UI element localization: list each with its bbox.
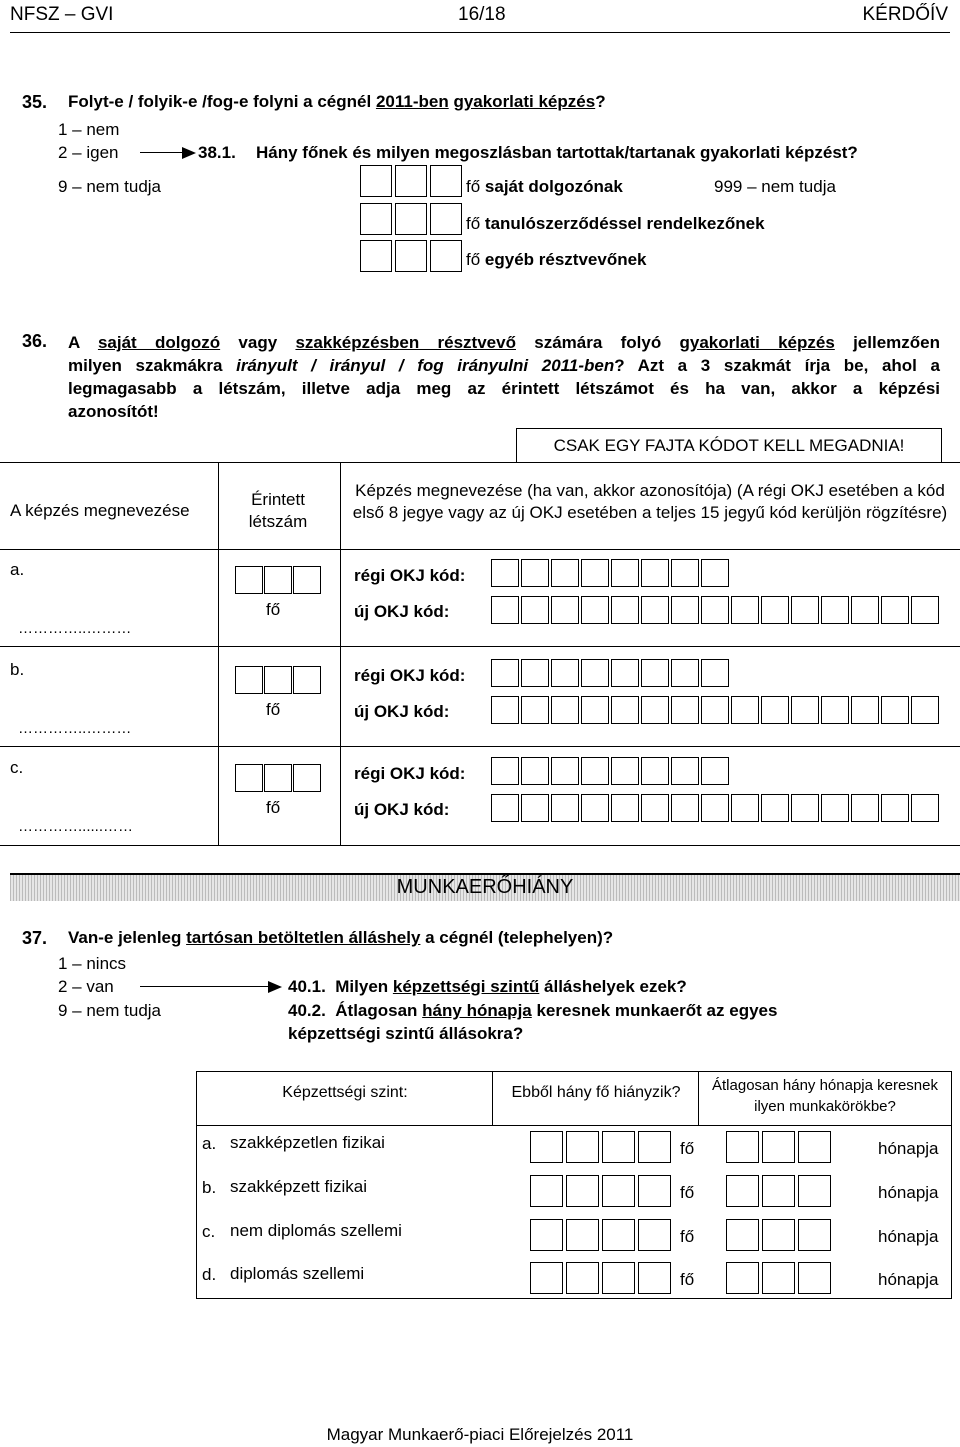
footer: Magyar Munkaerő-piaci Előrejelzés 2011: [326, 1425, 634, 1444]
new-code-box[interactable]: [701, 794, 729, 822]
old-code-box[interactable]: [551, 659, 579, 687]
old-code-box[interactable]: [641, 659, 669, 687]
q40-2-cont: képzettségi szintű állásokra?: [288, 1024, 524, 1043]
old-code-box[interactable]: [521, 659, 549, 687]
missing-box[interactable]: [638, 1262, 671, 1294]
months-unit: hónapja: [878, 1270, 939, 1289]
level-letter: c.: [202, 1222, 216, 1241]
row-dots: …………......……: [18, 818, 134, 835]
months-box[interactable]: [798, 1219, 831, 1251]
old-code-label: régi OKJ kód:: [354, 566, 466, 585]
digit-box[interactable]: [235, 566, 263, 594]
digit-box[interactable]: [293, 666, 321, 694]
new-code-box[interactable]: [671, 696, 699, 724]
q37-option-1[interactable]: 1 – nincs: [58, 954, 127, 973]
level-letter: b.: [202, 1178, 217, 1197]
old-code-label: régi OKJ kód:: [354, 764, 466, 783]
new-code-box[interactable]: [641, 794, 669, 822]
old-code-box[interactable]: [551, 559, 579, 587]
months-box[interactable]: [762, 1131, 795, 1163]
old-code-box[interactable]: [491, 757, 519, 785]
missing-box[interactable]: [602, 1131, 635, 1163]
header-left: NFSZ – GVI: [10, 4, 114, 25]
months-unit: hónapja: [878, 1227, 939, 1246]
new-code-box[interactable]: [701, 696, 729, 724]
section-banner: [10, 873, 960, 901]
new-code-label: új OKJ kód:: [354, 702, 450, 721]
q37-option-9[interactable]: 9 – nem tudja: [58, 1001, 162, 1020]
q38-row2: fő tanulószerződéssel rendelkezőnek: [466, 214, 765, 233]
new-code-box[interactable]: [821, 696, 849, 724]
months-box[interactable]: [798, 1175, 831, 1207]
new-code-box[interactable]: [581, 696, 609, 724]
q38-nem-tudja[interactable]: 999 – nem tudja: [714, 177, 836, 196]
months-box[interactable]: [798, 1262, 831, 1294]
new-code-box[interactable]: [671, 794, 699, 822]
missing-box[interactable]: [530, 1131, 563, 1163]
old-code-box[interactable]: [551, 757, 579, 785]
row-dots: …………..………: [18, 720, 132, 737]
months-box[interactable]: [798, 1131, 831, 1163]
new-code-box[interactable]: [551, 696, 579, 724]
old-code-box[interactable]: [641, 559, 669, 587]
digit-box[interactable]: [293, 566, 321, 594]
digit-box[interactable]: [395, 203, 427, 235]
q35-number: 35.: [22, 92, 48, 112]
missing-unit: fő: [680, 1227, 695, 1246]
q38-1-question: Hány főnek és milyen megoszlásban tartottak/tartanak gyakorlati képzést?: [256, 143, 858, 162]
missing-box[interactable]: [602, 1262, 635, 1294]
section-title: MUNKAERŐHIÁNY: [396, 876, 574, 898]
digit-box[interactable]: [430, 240, 462, 272]
old-code-box[interactable]: [611, 559, 639, 587]
digit-box[interactable]: [360, 165, 392, 197]
level-label: nem diplomás szellemi: [230, 1221, 402, 1240]
q35-option-9[interactable]: 9 – nem tudja: [58, 177, 162, 196]
level-label: szakképzetlen fizikai: [230, 1133, 385, 1152]
months-box[interactable]: [726, 1131, 759, 1163]
new-code-box[interactable]: [641, 696, 669, 724]
col-training-name: A képzés megnevezése: [10, 501, 190, 520]
level-letter: d.: [202, 1265, 217, 1284]
new-code-box[interactable]: [911, 794, 939, 822]
new-code-box[interactable]: [641, 596, 669, 624]
new-code-box[interactable]: [521, 696, 549, 724]
old-code-box[interactable]: [581, 559, 609, 587]
q37-arrow-icon: [268, 981, 282, 993]
new-code-box[interactable]: [821, 794, 849, 822]
notice-text: CSAK EGY FAJTA KÓDOT KELL MEGADNIA!: [553, 436, 905, 455]
header-page: 16/18: [458, 4, 506, 25]
new-code-box[interactable]: [761, 696, 789, 724]
missing-unit: fő: [680, 1183, 695, 1202]
new-code-box[interactable]: [671, 596, 699, 624]
months-unit: hónapja: [878, 1139, 939, 1158]
new-code-box[interactable]: [731, 794, 759, 822]
old-code-box[interactable]: [491, 559, 519, 587]
new-code-box[interactable]: [791, 794, 819, 822]
col-level: Képzettségi szint:: [282, 1084, 408, 1101]
digit-box[interactable]: [235, 764, 263, 792]
months-box[interactable]: [726, 1262, 759, 1294]
months-box[interactable]: [726, 1219, 759, 1251]
new-code-box[interactable]: [611, 596, 639, 624]
row-dots: …………..………: [18, 620, 132, 637]
months-box[interactable]: [762, 1262, 795, 1294]
months-box[interactable]: [762, 1219, 795, 1251]
new-code-box[interactable]: [851, 696, 879, 724]
digit-box[interactable]: [264, 566, 292, 594]
new-code-box[interactable]: [731, 596, 759, 624]
digit-box[interactable]: [395, 165, 427, 197]
missing-box[interactable]: [566, 1175, 599, 1207]
new-code-label: új OKJ kód:: [354, 800, 450, 819]
old-code-box[interactable]: [671, 757, 699, 785]
old-code-box[interactable]: [701, 559, 729, 587]
new-code-box[interactable]: [491, 794, 519, 822]
digit-box[interactable]: [395, 240, 427, 272]
missing-box[interactable]: [602, 1219, 635, 1251]
new-code-box[interactable]: [821, 596, 849, 624]
old-code-box[interactable]: [671, 659, 699, 687]
new-code-box[interactable]: [701, 596, 729, 624]
old-code-box[interactable]: [701, 659, 729, 687]
digit-box[interactable]: [360, 240, 392, 272]
new-code-box[interactable]: [911, 696, 939, 724]
new-code-box[interactable]: [761, 596, 789, 624]
months-unit: hónapja: [878, 1183, 939, 1202]
header-rule: [10, 32, 950, 33]
missing-box[interactable]: [530, 1175, 563, 1207]
new-code-box[interactable]: [611, 794, 639, 822]
new-code-box[interactable]: [881, 696, 909, 724]
col-code: Képzés megnevezése (ha van, akkor azonosítója) (A régi OKJ esetében a kód első 8 jegye vagy az új OKJ esetében a teljes 15 jegyű kód kerüljön rögzítésre): [352, 481, 948, 522]
digit-box[interactable]: [264, 666, 292, 694]
new-code-box[interactable]: [851, 794, 879, 822]
level-label: szakképzett fizikai: [230, 1177, 367, 1196]
new-code-box[interactable]: [581, 794, 609, 822]
notice-box: [516, 428, 942, 463]
q35-option-2[interactable]: 2 – igen: [58, 143, 119, 162]
digit-box[interactable]: [360, 203, 392, 235]
new-code-box[interactable]: [881, 596, 909, 624]
digit-box[interactable]: [235, 666, 263, 694]
new-code-box[interactable]: [491, 696, 519, 724]
new-code-box[interactable]: [551, 794, 579, 822]
old-code-label: régi OKJ kód:: [354, 666, 466, 685]
missing-box[interactable]: [638, 1131, 671, 1163]
new-code-box[interactable]: [611, 696, 639, 724]
new-code-box[interactable]: [791, 696, 819, 724]
q37-arrow-line: [140, 986, 270, 987]
row-letter: c.: [10, 758, 24, 777]
header-right: KÉRDŐÍV: [862, 4, 948, 25]
missing-box[interactable]: [638, 1219, 671, 1251]
months-box[interactable]: [726, 1175, 759, 1207]
old-code-box[interactable]: [671, 559, 699, 587]
missing-box[interactable]: [638, 1175, 671, 1207]
old-code-box[interactable]: [581, 757, 609, 785]
q38-row3: fő egyéb résztvevőnek: [466, 250, 647, 269]
row-unit: fő: [266, 600, 281, 619]
old-code-box[interactable]: [491, 659, 519, 687]
missing-box[interactable]: [566, 1262, 599, 1294]
row-letter: b.: [10, 660, 25, 679]
q38-row1: fő saját dolgozónak: [466, 177, 623, 196]
new-code-box[interactable]: [791, 596, 819, 624]
old-code-box[interactable]: [641, 757, 669, 785]
missing-box[interactable]: [566, 1131, 599, 1163]
level-label: diplomás szellemi: [230, 1264, 365, 1283]
missing-box[interactable]: [530, 1219, 563, 1251]
new-code-box[interactable]: [491, 596, 519, 624]
col-missing: Ebből hány fő hiányzik?: [511, 1084, 681, 1101]
old-code-box[interactable]: [521, 757, 549, 785]
new-code-box[interactable]: [581, 596, 609, 624]
q37-number: 37.: [22, 928, 48, 948]
new-code-box[interactable]: [731, 696, 759, 724]
missing-box[interactable]: [530, 1262, 563, 1294]
new-code-box[interactable]: [851, 596, 879, 624]
digit-box[interactable]: [293, 764, 321, 792]
new-code-box[interactable]: [911, 596, 939, 624]
old-code-box[interactable]: [611, 659, 639, 687]
old-code-box[interactable]: [521, 559, 549, 587]
q36-question: A saját dolgozó vagy szakképzésben résztvevő számára folyó gyakorlati képzés jellemzően milyen szakmákra irányult / irányul / fog irányulni 2011-ben? Azt a 3 szakmát írja be, ahol a legmagasabb a létszám, illetve adja meg az érintett létszámot és ha van, akkor a képzési azonosítót!: [68, 333, 940, 421]
col-headcount: Érintett létszám: [248, 490, 308, 531]
q38-1-number: 38.1.: [198, 143, 236, 162]
digit-box[interactable]: [430, 165, 462, 197]
q35-arrow-line: [140, 152, 184, 153]
q40-1: 40.1. Milyen képzettségi szintű álláshelyek ezek?: [288, 977, 687, 996]
q35-option-1[interactable]: 1 – nem: [58, 120, 120, 139]
missing-unit: fő: [680, 1270, 695, 1289]
level-letter: a.: [202, 1134, 217, 1153]
row-unit: fő: [266, 798, 281, 817]
q35-arrow-icon: [182, 147, 196, 159]
new-code-label: új OKJ kód:: [354, 602, 450, 621]
col-months: Átlagosan hány hónapja keresnek ilyen munkakörökbe?: [712, 1077, 938, 1115]
old-code-box[interactable]: [581, 659, 609, 687]
old-code-box[interactable]: [611, 757, 639, 785]
new-code-box[interactable]: [551, 596, 579, 624]
row-letter: a.: [10, 560, 25, 579]
q36-number: 36.: [22, 331, 48, 351]
missing-box[interactable]: [602, 1175, 635, 1207]
q40-2: 40.2. Átlagosan hány hónapja keresnek munkaerőt az egyes: [288, 1001, 778, 1020]
new-code-box[interactable]: [761, 794, 789, 822]
new-code-box[interactable]: [521, 596, 549, 624]
q37-option-2[interactable]: 2 – van: [58, 977, 114, 996]
months-box[interactable]: [762, 1175, 795, 1207]
new-code-box[interactable]: [521, 794, 549, 822]
missing-unit: fő: [680, 1139, 695, 1158]
q35-question: Folyt-e / folyik-e /fog-e folyni a cégnél 2011-ben gyakorlati képzés?: [68, 92, 606, 111]
digit-box[interactable]: [430, 203, 462, 235]
digit-box[interactable]: [264, 764, 292, 792]
old-code-box[interactable]: [701, 757, 729, 785]
new-code-box[interactable]: [881, 794, 909, 822]
q37-question: Van-e jelenleg tartósan betöltetlen álláshely a cégnél (telephelyen)?: [68, 928, 614, 947]
row-unit: fő: [266, 700, 281, 719]
missing-box[interactable]: [566, 1219, 599, 1251]
